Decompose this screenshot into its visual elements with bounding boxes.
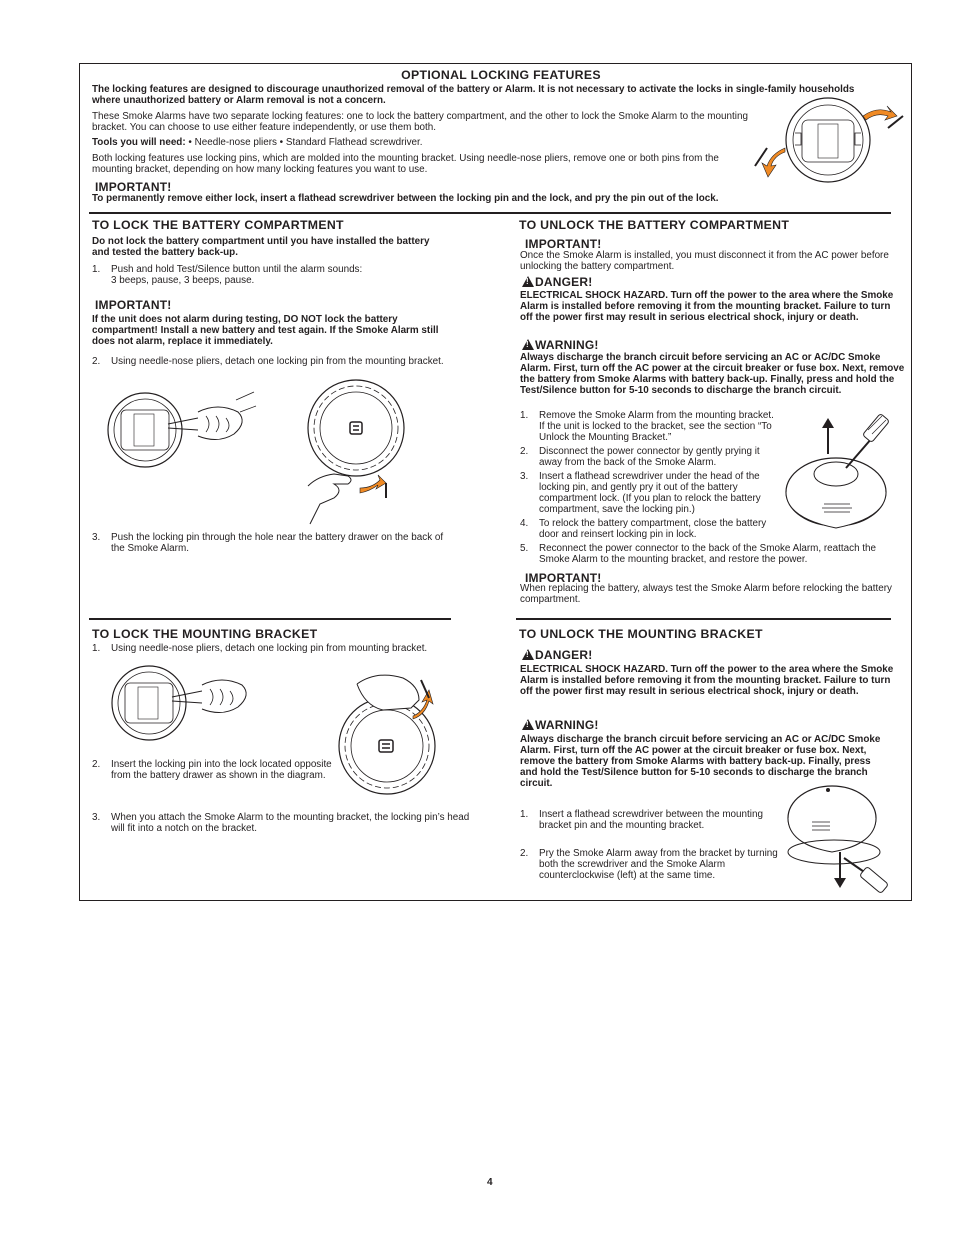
danger-label-text: DANGER!: [535, 648, 593, 662]
danger-label-unlock-battery: [522, 275, 592, 289]
lock-bracket-step-2: [92, 759, 332, 781]
step-number: 3.: [520, 471, 529, 482]
section-title-lock-bracket: TO LOCK THE MOUNTING BRACKET: [92, 627, 318, 641]
tools-label: Tools you will need:: [92, 137, 186, 148]
important-text-lock-battery: If the unit does not alarm during testing, DO NOT lock the battery compartment! Install a new battery and test again. If the Smoke Alarm still does not alarm, replace it immediately.: [92, 314, 439, 347]
pliers-detach-pin-bracket-illustration: [112, 665, 262, 745]
warning-label-unlock-bracket: [522, 718, 599, 732]
step-number: 2.: [92, 356, 101, 367]
warning-label-unlock-battery: [522, 338, 599, 352]
important-label-unlock-battery-2: IMPORTANT!: [525, 571, 602, 585]
danger-text-unlock-bracket: ELECTRICAL SHOCK HAZARD. Turn off the power to the area where the Smoke Alarm is installed before removing it from the mounting bracket. Failure to turn off the power first may result in serious electrical shock, injury or death.: [520, 664, 894, 697]
section-title-unlock-bracket: TO UNLOCK THE MOUNTING BRACKET: [519, 627, 763, 641]
important-text-intro: To permanently remove either lock, insert a flathead screwdriver between the locking pin and the lock, and pry the pin out of the lock.: [92, 193, 719, 204]
step-number: 1.: [520, 410, 529, 421]
step-text: When you attach the Smoke Alarm to the mounting bracket, the locking pin’s head will fit into a notch on the bracket.: [111, 812, 470, 834]
step-number: 1.: [520, 809, 529, 820]
divider-right: [516, 618, 891, 620]
step-text: Remove the Smoke Alarm from the mounting bracket. If the unit is locked to the bracket, see the section “To Unlock the Mounting Bracket.”: [539, 410, 774, 443]
important-label-lock-battery: IMPORTANT!: [95, 298, 172, 312]
intro-lead: The locking features are designed to discourage unauthorized removal of the battery or Alarm. It is not necessary to activate the locks in single-family households where unauthorized battery or Alarm removal is not a concern.: [92, 84, 855, 106]
pliers-detach-pin-illustration: [108, 390, 258, 470]
warning-label-text: WARNING!: [535, 338, 599, 352]
section-title-lock-battery: TO LOCK THE BATTERY COMPARTMENT: [92, 218, 344, 232]
lock-battery-step-3: [92, 532, 452, 554]
step-text: Using needle-nose pliers, detach one locking pin from the mounting bracket.: [111, 356, 444, 367]
list-item: [520, 471, 780, 515]
divider-left: [89, 618, 451, 620]
step-text: Reconnect the power connector to the back of the Smoke Alarm, reattach the Smoke Alarm to the mounting bracket, and restore the power.: [539, 543, 877, 565]
warning-label-text: WARNING!: [535, 718, 599, 732]
list-item: [520, 543, 905, 565]
unlock-bracket-step-1: [520, 809, 782, 831]
alarm-bracket-screwdriver-illustration: [782, 780, 902, 895]
step-number: 3.: [92, 812, 101, 823]
step-number: 2.: [520, 848, 529, 859]
lock-bracket-step-3: [92, 812, 472, 834]
step-text: Insert a flathead screwdriver between the mounting bracket pin and the mounting bracket.: [539, 809, 763, 831]
lock-battery-step-1: [92, 264, 452, 286]
step-number: 2.: [520, 446, 529, 457]
warning-triangle-icon: [522, 339, 534, 350]
unlock-bracket-step-2: [520, 848, 782, 881]
list-item: [520, 518, 780, 540]
step-number: 2.: [92, 759, 101, 770]
step-text: Push and hold Test/Silence button until the alarm sounds:: [111, 264, 363, 275]
warning-text-unlock-bracket: Always discharge the branch circuit before servicing an AC or AC/DC Smoke Alarm. First, turn off the AC power at the circuit breaker or fuse box. Next, remove the battery from Smoke Alarms with battery back-up. Finally, press and hold the Test/Silence button for 5-10 seconds to discharge the branch circuit.: [520, 734, 881, 789]
unlock-battery-step-5: [520, 543, 905, 565]
divider-top: [89, 212, 891, 214]
danger-label-text: DANGER!: [535, 275, 593, 289]
bracket-pin-insert-hand-illustration: [337, 670, 447, 800]
important-text-unlock-battery-2: When replacing the battery, always test the Smoke Alarm before relocking the battery compartment.: [520, 583, 892, 605]
warning-triangle-icon: [522, 276, 534, 287]
bracket-insert-pin-illustration: [300, 368, 400, 528]
lock-battery-lead: Do not lock the battery compartment until you have installed the battery and tested the battery back-up.: [92, 236, 430, 258]
step-number: 1.: [92, 643, 101, 654]
important-text-unlock-battery: Once the Smoke Alarm is installed, you must disconnect it from the AC power before unlocking the battery compartment.: [520, 250, 889, 272]
step-text: Insert the locking pin into the lock located opposite from the battery drawer as shown in the diagram.: [111, 759, 332, 781]
important-label-intro: IMPORTANT!: [95, 180, 172, 194]
list-item: [520, 410, 780, 443]
danger-text-unlock-battery: ELECTRICAL SHOCK HAZARD. Turn off the power to the area where the Smoke Alarm is installed before removing it from the mounting bracket. Failure to turn off the power first may result in serious electrical shock, injury or death.: [520, 290, 894, 323]
step-text: Using needle-nose pliers, detach one locking pin from mounting bracket.: [111, 643, 428, 654]
step-number: 4.: [520, 518, 529, 529]
important-label-unlock-battery: IMPORTANT!: [525, 237, 602, 251]
alarm-screwdriver-pry-illustration: [784, 408, 904, 538]
list-item: [520, 446, 780, 468]
warning-text-unlock-battery: Always discharge the branch circuit before servicing an AC or AC/DC Smoke Alarm. First, turn off the AC power at the circuit breaker or fuse box. Next, remove the battery from Smoke Alarms with battery back-up. Finally, press and hold the Test/Silence button for 5-10 seconds to discharge the branch circuit.: [520, 352, 905, 396]
step-text: To relock the battery compartment, close the battery door and reinsert locking pin in lock.: [539, 518, 767, 540]
step-text: Push the locking pin through the hole near the battery drawer on the back of the Smoke Alarm.: [111, 532, 444, 554]
step-text: Insert a flathead screwdriver under the head of the locking pin, and gently pry it out of the battery compartment lock. (If you plan to relock the battery compartment, save the locking pin.): [539, 471, 761, 515]
step-subtext: 3 beeps, pause, 3 beeps, pause.: [111, 275, 255, 286]
lock-battery-step-2: [92, 356, 452, 367]
warning-triangle-icon: [522, 649, 534, 660]
intro-paragraph-1: These Smoke Alarms have two separate locking features: one to lock the battery compartment, and the other to lock the Smoke Alarm to the mounting bracket. You can choose to use either feature independently, or use them both.: [92, 111, 748, 133]
unlock-battery-steps-1-4: [520, 410, 780, 540]
warning-triangle-icon: [522, 719, 534, 730]
tools-list: • Needle-nose pliers • Standard Flathead screwdriver.: [185, 137, 423, 148]
danger-label-unlock-bracket: [522, 648, 592, 662]
tools-line: [92, 137, 752, 148]
step-text: Pry the Smoke Alarm away from the bracket by turning both the screwdriver and the Smoke Alarm counterclockwise (left) at the same time.: [539, 848, 778, 881]
step-text: Disconnect the power connector by gently prying it away from the back of the Smoke Alarm.: [539, 446, 760, 468]
bracket-pins-illustration: [745, 98, 905, 188]
section-title-optional-locking: OPTIONAL LOCKING FEATURES: [401, 68, 601, 82]
section-title-unlock-battery: TO UNLOCK THE BATTERY COMPARTMENT: [519, 218, 790, 232]
intro-paragraph-2: Both locking features use locking pins, which are molded into the mounting bracket. Using needle-nose pliers, remove one or both pins from the mounting bracket, depending on how many locking features you want to use.: [92, 153, 719, 175]
step-number: 3.: [92, 532, 101, 543]
page-number: 4: [487, 1177, 493, 1188]
lock-bracket-step-1: [92, 643, 472, 654]
step-number: 1.: [92, 264, 101, 275]
step-number: 5.: [520, 543, 529, 554]
